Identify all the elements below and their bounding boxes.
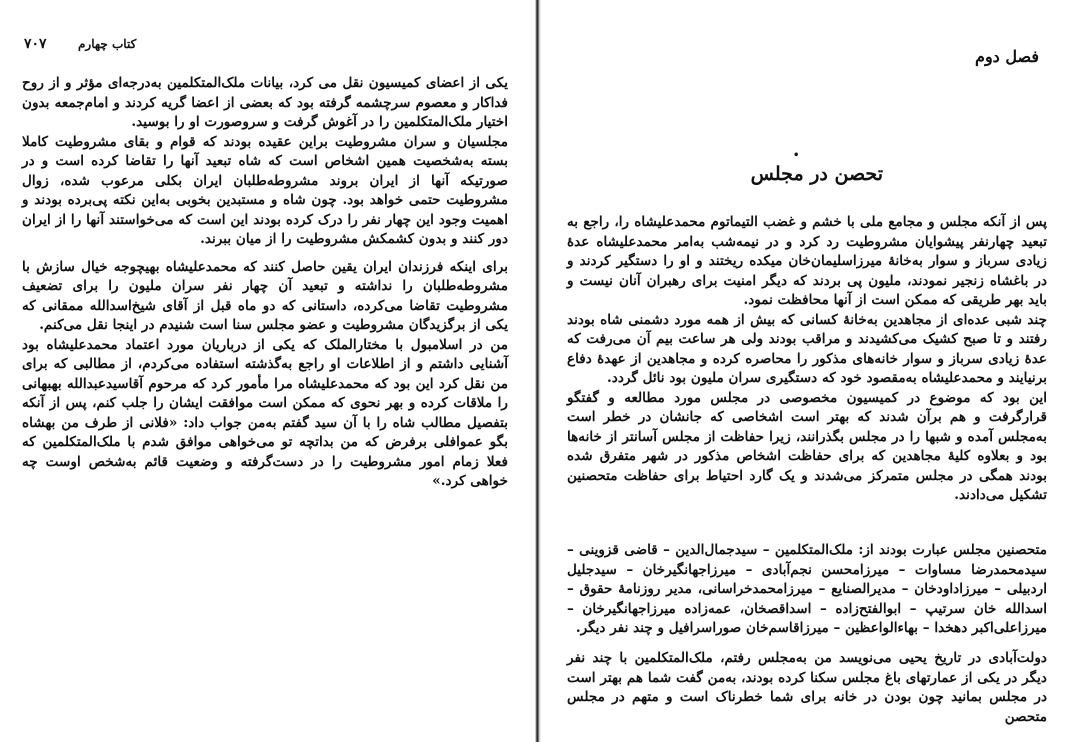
- ornament-dot: •: [793, 150, 800, 161]
- right-body-text-end: [567, 649, 1047, 727]
- section-heading: فصل دوم: [975, 47, 1039, 66]
- chapter-title: تحصن در مجلس: [750, 163, 883, 185]
- running-title: کتاب چهارم: [78, 37, 137, 51]
- paragraph: چند شبی عده‌ای از مجاهدین به‌خانهٔ کسانی که بیش از همه مورد دشمنی شاه بودند رفتند و تا صبح کشیک می‌کشیدند و مراقب بودند ولی هر ساعت بیم آن می‌رفت که عدهٔ زیادی سرباز و سوار خانه‌های مذکور را محاصره کرده و مجاهدین از عهدهٔ دفاع برنیایند و محمدعلیشاه به‌مقصود خود که دستگیری سران ملیون بود نائل گردد.: [567, 311, 1047, 386]
- left-page: [0, 0, 535, 742]
- left-body-text: [22, 74, 508, 492]
- paragraph: دولت‌آبادی در تاریخ یحیی می‌نویسد من به‌مجلس رفتم، ملک‌المتکلمین با چند نفر دیگر در یکی از عمارتهای باغ مجلس سکنا کرده بودند، به‌من گفت شما هم بهتر است در مجلس بمانید چون بودن در خانه برای شما خطرناک است و متهم در مجلس متحصن: [567, 650, 1047, 725]
- paragraph: برای اینکه فرزندان ایران یقین حاصل کنند که محمدعلیشاه بهیچوجه خیال سازش با مشروطه‌طلبان را نداشته و تبعید آن چهار نفر سران ملیون را برای تضعیف مشروطیت تقاضا می‌کرده، داستانی که دو ماه قبل از آقای شیخ‌اسدالله ممقانی که یکی از برگزیدگان مشروطیت و عضو مجلس سنا است شنیدم در اینجا نقل می‌کنم.: [22, 258, 508, 333]
- paragraph: پس از آنکه مجلس و مجامع ملی با خشم و غضب التیماتوم محمدعلیشاه را، راجع به تبعید چهارنفر پیشوایان مشروطیت رد کرد و در نیمه‌شب به‌امر محمدعلیشاه عدهٔ زیادی سرباز و سوار به‌خانهٔ میرزاسلیمان‌خان میکده ریختند و او را دستگیر کردند و در باغشاه زنجیر نمودند، ملیون پی بردند که دیگر امنیت برای رهبران آنان نیست و باید بهر طریقی که ممکن است از آنها محافظت نمود.: [567, 214, 1047, 308]
- right-body-text: [567, 213, 1047, 506]
- right-page-body: [541, 0, 1079, 742]
- paragraph: یکی از اعضای کمیسیون نقل می کرد، بیانات ملک‌المتکلمین به‌درجه‌ای مؤثر و از روح فداکار و معصوم سرچشمه گرفته بود که بعضی از اعضا گریه کردند و امام‌جمعه بدون اختیار ملک‌المتکلمین را در آغوش گرفت و سروصورت او را بوسید.: [22, 75, 508, 130]
- paragraph: من در اسلامبول با مختارالملک که یکی از درباریان مورد اعتماد محمدعلیشاه بود آشنایی داشتم و از اطلاعات او راجع به‌گذشته استفاده می‌کردم، از مطالبی که برای من نقل کرد این بود که محمدعلیشاه مرا مأمور کرد که مرحوم آقاسیدعبدالله بهبهانی را ملاقات کرده و بهر نحوی که ممکن است موافقت ایشان را جلب کنم، پس از آنکه بتفصیل مطالب شاه را با آن سید گفتم به‌من جواب داد: «فلانی از طرف من بهشاه بگو عموافلی برفرض که من بداتچه تو می‌خواهی موافق شدم با ملک‌المتکلمین که فعلا زمام امور مشروطیت را در دست‌گرفته و وضعیت قائم به‌شخص اوست چه خواهی کرد.»: [22, 336, 508, 489]
- page-header: [24, 36, 504, 58]
- page-number: ۷۰۷: [24, 36, 47, 52]
- paragraph: مجلسیان و سران مشروطیت براین عقیده بودند که قوام و بقای مشروطیت کاملا بسته به‌شخصیت همین اشخاص است که شاه تبعید آنها را تقاضا کرده است و در صورتیکه آنها از ایران بروند مشروطه‌طلبان ایران بکلی مرعوب شده، زوال مشروطیت حتمی خواهد بود. چون شاه و مستبدین بخوبی به‌این نکته پی‌برده بودند و اهمیت وجود این چهار نفر را درک کرده بودند این است که می‌خواستند آنها را از ایران دور کنند و بدون کشمکش مشروطیت را از میان ببرند.: [22, 133, 508, 247]
- paragraph: این بود که موضوع در کمیسیون مخصوصی در مجلس مورد مطالعه و گفتگو قرارگرفت و هم برآن شدند که بهتر است اشخاصی که جانشان در خطر است به‌مجلس آمده و شبها را در مجلس بگذرانند، زیرا حفاظت از مجلس آسانتر از خانه‌ها بود و بعلاوه کلیهٔ مجاهدین که برای حفاظت اشخاص مذکور در شهر متفرق شده بودند همگی در مجلس متمرکز می‌شدند و یک گارد احتیاط برای حفاظت متحصنین تشکیل می‌دادند.: [567, 389, 1047, 503]
- sit-in-members-list: [567, 541, 1047, 639]
- paragraph: متحصنین مجلس عبارت بودند از: ملک‌المتکلمین – سیدجمال‌الدین – قاضی قزوینی – سیدمحمدرضا مساوات – میرزامحسن نجم‌آبادی – میرزاجهانگیرخان – سیدجلیل اردبیلی – میرزاداودخان – مدیرالصنایع – میرزامحمدخراسانی، مدیر روزنامهٔ حقوق – اسدالله خان سرتیپ – ابوالفتح‌زاده – اسداقصخان، عمه‌زاده میرزاجهانگیرخان – میرزاعلی‌اکبر دهخدا – بهاءالواعظین – میرزاقاسم‌خان صوراسرافیل و چند نفر دیگر.: [567, 542, 1047, 636]
